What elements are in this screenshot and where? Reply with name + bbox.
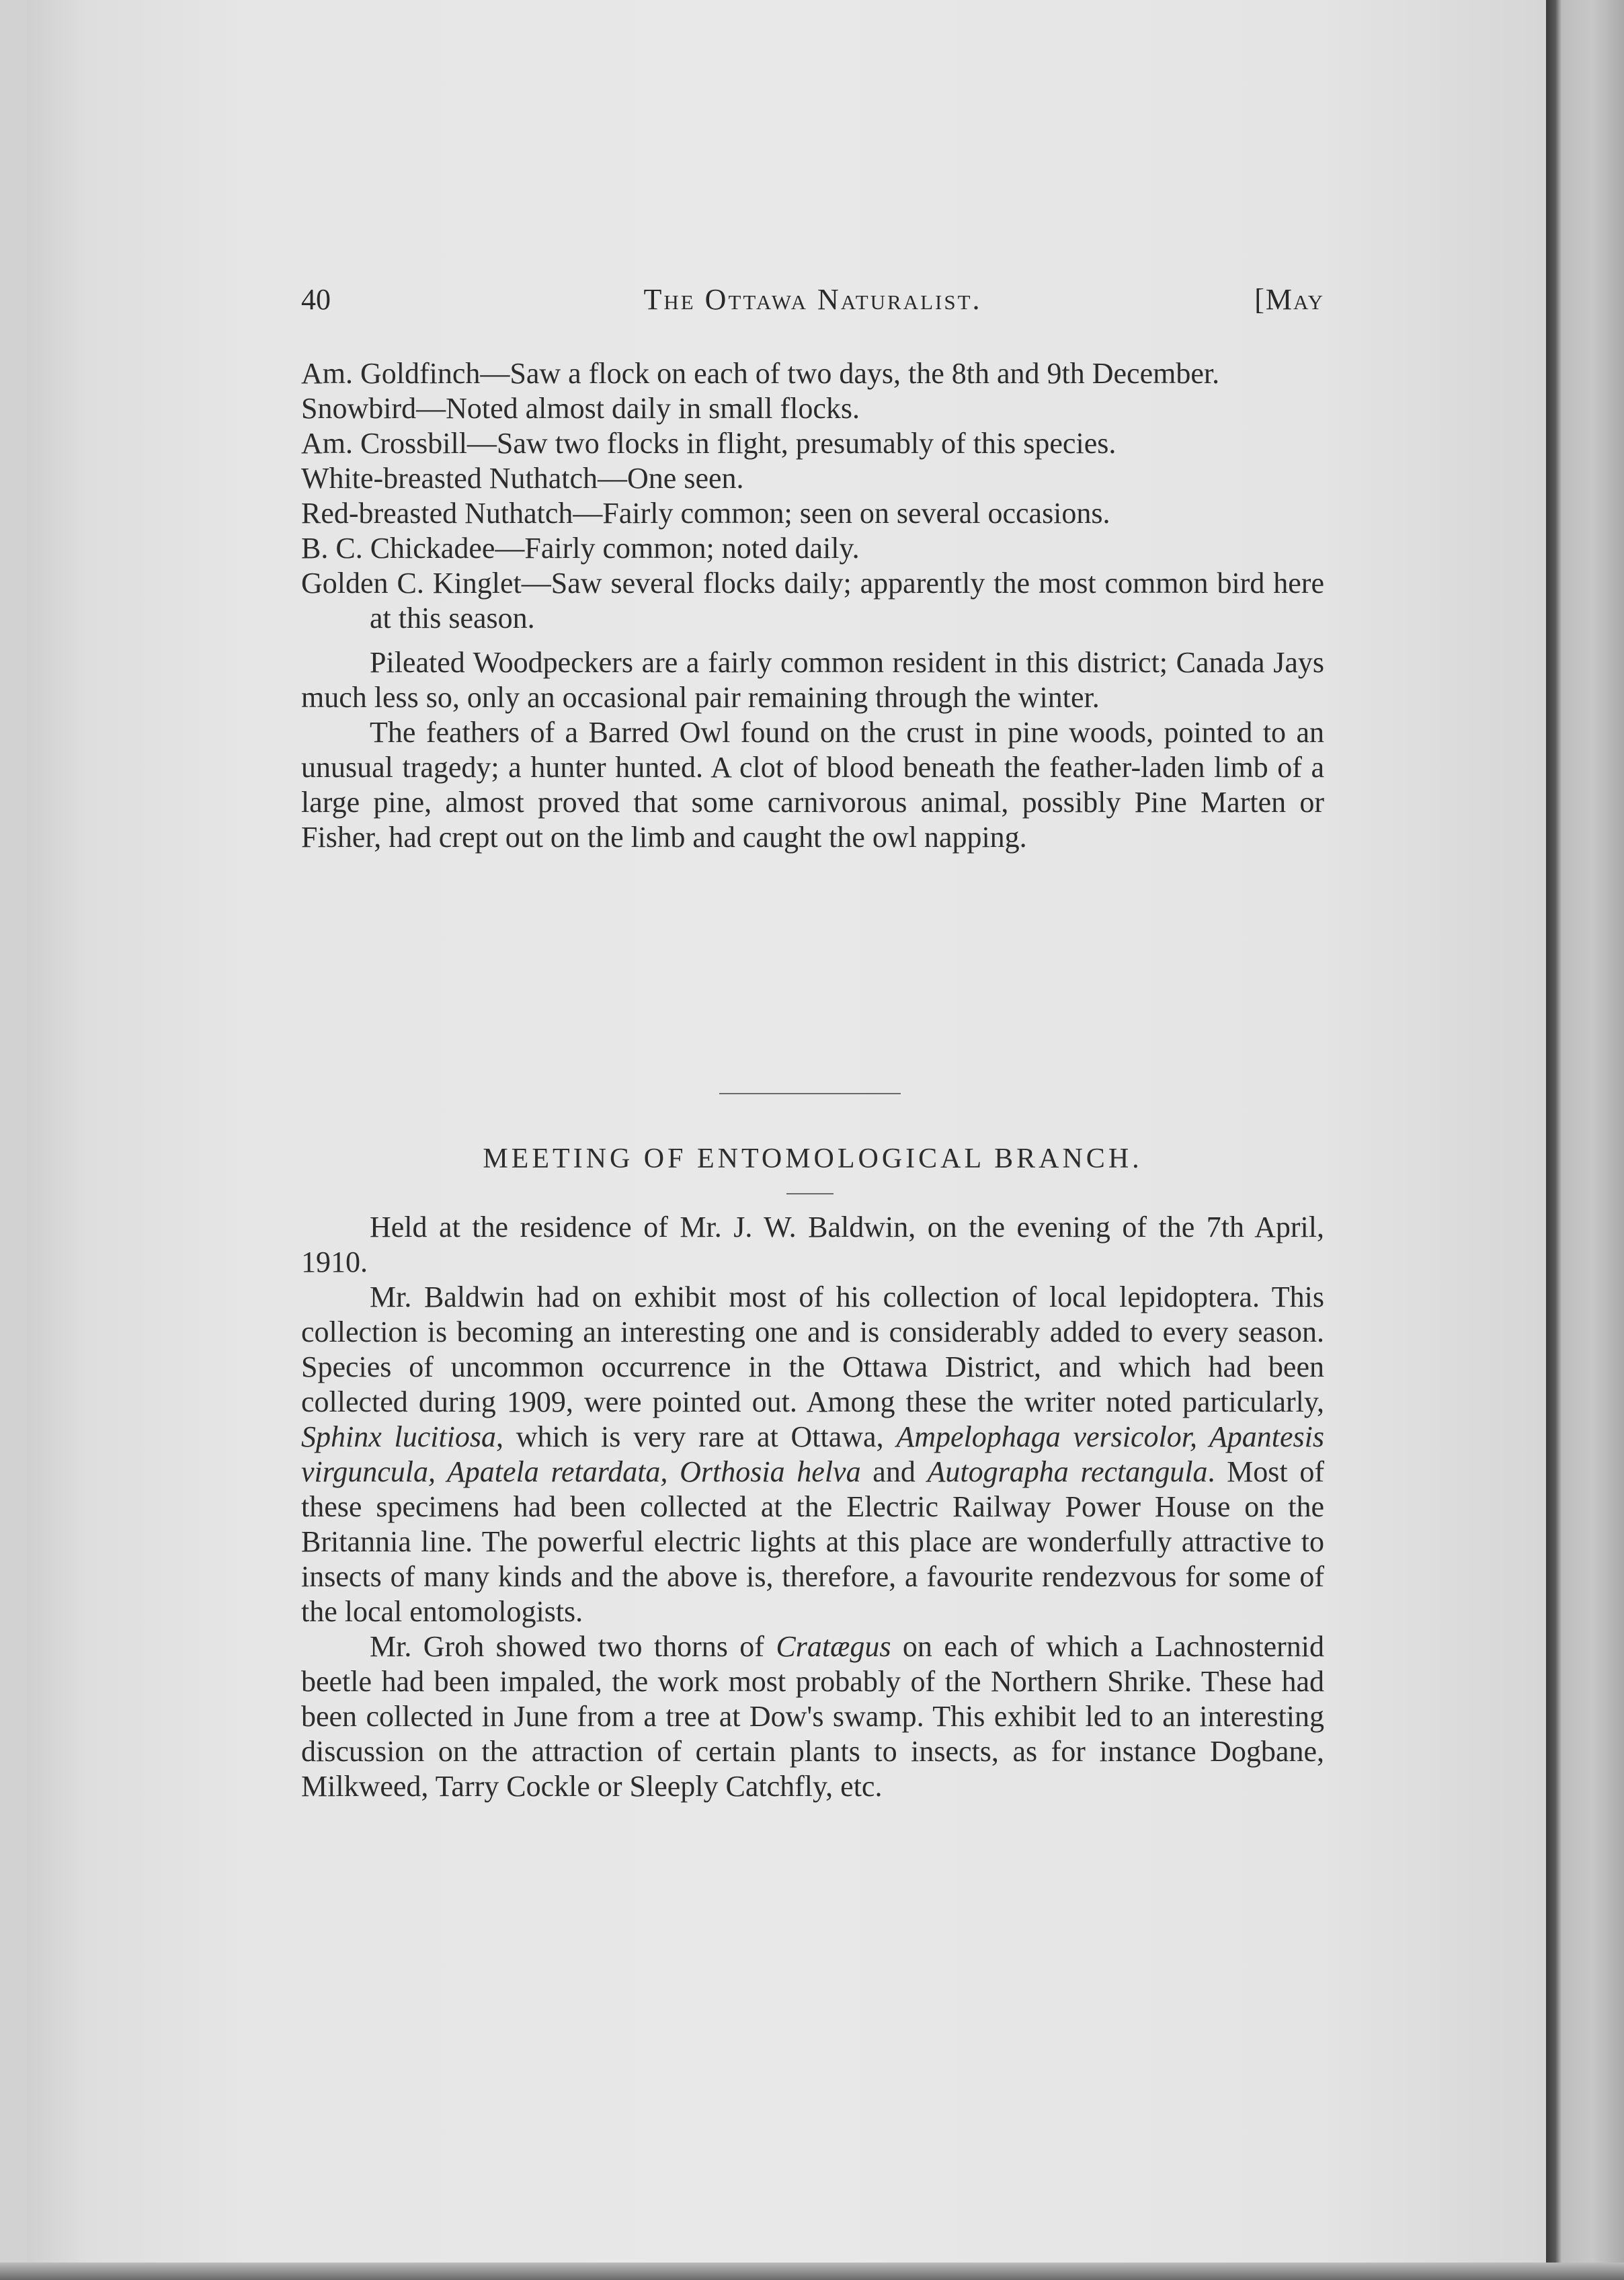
scanned-page (27, 0, 1546, 2280)
spacer (301, 636, 1324, 645)
bird-entry: B. C. Chickadee—Fairly common; noted daily. (301, 532, 860, 565)
species-name: Autographa rectangula (927, 1455, 1208, 1488)
bird-entry: Golden C. Kinglet—Saw several flocks daily; apparently the most common bird here at this season. (301, 567, 1324, 635)
species-name: Sphinx lucitiosa (301, 1420, 497, 1453)
bird-entry: Am. Crossbill—Saw two flocks in flight, presumably of this species. (301, 427, 1116, 460)
book-gutter (1546, 0, 1624, 2280)
section-heading: MEETING OF ENTOMOLOGICAL BRANCH. (483, 1143, 1143, 1174)
text-run: , which is very rare at Ottawa, (496, 1420, 897, 1453)
heading-rule (786, 1193, 834, 1194)
genus-name: Cratægus (776, 1630, 891, 1663)
species-name: Ampelophaga versicolor, Apantesis virguncula, Apatela retardata, Orthosia helva (301, 1420, 1324, 1488)
text-run: . Most of these specimens had been collected at the Electric Railway Power House on the Britannia line. The powerful electric lights at this place are wonderfully attractive to insects of many kinds and the above is, therefore, a favourite rendezvous for some of the local entomologists. (301, 1455, 1324, 1628)
bird-entry: Am. Goldfinch—Saw a flock on each of two days, the 8th and 9th December. (301, 357, 1220, 390)
journal-title: The Ottawa Naturalist. (643, 283, 982, 316)
paragraph (301, 1629, 1324, 1804)
bird-entry: Red-breasted Nuthatch—Fairly common; seen on several occasions. (301, 497, 1110, 530)
paragraph (301, 1280, 1324, 1629)
text-run: on each of which a Lachnosternid beetle had been impaled, the work most probably of the Northern Shrike. These had been collected in June from a tree at Dow's swamp. This exhibit led to an interesting discussion on the attraction of certain plants to insects, as for instance Dogbane, Milkweed, Tarry Cockle or Sleeply Catchfly, etc. (301, 1630, 1324, 1803)
bird-entry: White-breasted Nuthatch—One seen. (301, 462, 744, 495)
paragraph: Pileated Woodpeckers are a fairly common resident in this district; Canada Jays much less so, only an occasional pair remaining through the winter. (301, 646, 1324, 714)
paragraph: Held at the residence of Mr. J. W. Baldwin, on the evening of the 7th April, 1910. (301, 1211, 1324, 1278)
bird-list-section (301, 356, 1324, 855)
issue-month: [May (1254, 283, 1324, 316)
paragraph: The feathers of a Barred Owl found on the crust in pine woods, pointed to an unusual tragedy; a hunter hunted. A clot of blood beneath the feather-laden limb of a large pine, almost proved that some carnivorous animal, possibly Pine Marten or Fisher, had crept out on the limb and caught the owl napping. (301, 716, 1324, 854)
text-run: Mr. Baldwin had on exhibit most of his collection of local lepidoptera. This collection is becoming an interesting one and is considerably added to every season. Species of uncommon occurrence in the Ottawa District, and which had been collected during 1909, were pointed out. Among these the writer noted particularly, (301, 1280, 1324, 1418)
section-divider (719, 1093, 901, 1094)
page-number: 40 (301, 283, 331, 316)
bird-entry: Snowbird—Noted almost daily in small flocks. (301, 392, 860, 425)
meeting-section (301, 1210, 1324, 1804)
bottom-edge-shadow (0, 2263, 1624, 2280)
text-run: Mr. Groh showed two thorns of (370, 1630, 776, 1663)
text-run: and (860, 1455, 928, 1488)
running-head (301, 282, 1324, 323)
